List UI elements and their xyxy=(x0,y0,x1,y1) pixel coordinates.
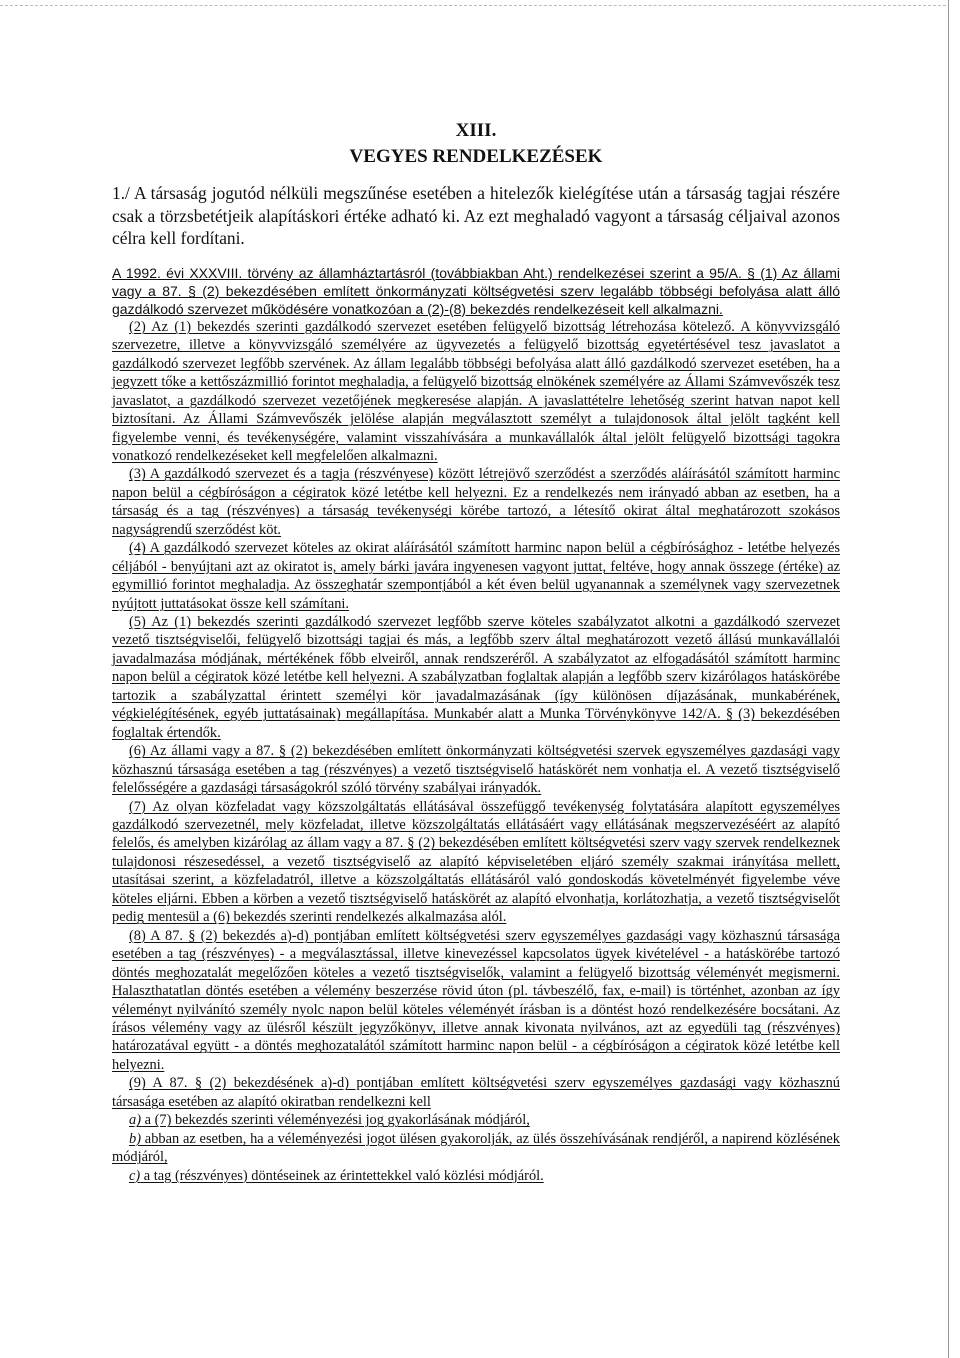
provision-paragraph: (2) Az (1) bekezdés szerinti gazdálkodó szervezet esetében felügyelő bizottság létrehozása kötelező. A könyvvizsgáló szervezetre, illetve a könyvvizsgáló személyére az ügyvezetés a felügyelő bizottság egyetértésével tesz javaslatot a gazdálkodó szervezet legfőbb szervének. Az állam legalább többségi befolyása alatt álló gazdálkodó szervezet esetében, ha a jegyzett tőke a kettőszázmillió forintot meghaladja, a felügyelő bizottság elnökének személyére az Állami Számvevőszék tesz javaslatot, a gazdálkodó szervezet vezetőjének megkeresése alapján. A javaslattételre lehetőség szerint hatvan napot kell biztosítani. Az Állami Számvevőszék jelölése alapján megválasztott személyt a tulajdonosok által jelölt tagként kell figyelembe venni, és tevékenységére, valamint visszahívására a munkavállalók által jelölt felügyelő bizottsági tagokra vonatkozó rendelkezéseket kell megfelelően alkalmazni. xyxy=(112,318,840,464)
provision-paragraph: (8) A 87. § (2) bekezdés a)-d) pontjában említett költségvetési szerv egyszemélyes gazdasági vagy közhasznú társasága esetében a tag (részvényes) - a megválasztással, illetve kinevezéssel kapcsolatos ügyek kivételével - a hatáskörébe tartozó döntés meghozatalát megelőzően köteles a vezető tisztségviselők, valamint a felügyelő bizottság véleményét megismerni. Halaszthatatlan döntés esetében a vélemény beszerzése rövid úton (pl. távbeszélő, fax, e-mail) is történhet, azonban az így véleményt nyilvánító személy nyolc napon belül köteles véleményét írásban is a döntést hozó rendelkezésére bocsátani. Az írásos vélemény vagy az ülésről készült jegyzőkönyv, illetve annak kivonata nyilvános, azt az egyedüli tag (részvényes) határozatával együtt - a döntés meghozatalától számított harminc napon belül - a cégbíróságon a cégiratok közé letétbe kell helyezni. xyxy=(112,927,840,1073)
list-item-text: abban az esetben, ha a véleményezési jogot ülésen gyakorolják, az ülés összehívásának rendjéről, a napirend közlésének módjáról, xyxy=(112,1130,840,1166)
provisions xyxy=(112,318,840,1185)
list-item-label: c) xyxy=(129,1167,141,1184)
chapter-number: XIII. xyxy=(455,120,497,141)
provision-paragraph: (9) A 87. § (2) bekezdésének a)-d) pontjában említett költségvetési szerv egyszemélyes gazdasági vagy közhasznú társasága esetében az alapító okiratban rendelkezni kell xyxy=(112,1075,840,1110)
list-item-text: a tag (részvényes) döntéseinek az érintettekkel való közlési módjáról. xyxy=(140,1167,544,1184)
chapter-title: VEGYES RENDELKEZÉSEK xyxy=(349,146,603,167)
provision-paragraph: (3) A gazdálkodó szervezet és a tagja (részvényese) között létrejövő szerződést a szerződés aláírásától számított harminc napon belül a cégbíróságon a cégiratok közé letétbe kell helyezni. Ez a rendelkezés nem irányadó abban az esetben, ha a társaság és a tag (részvényes) a társaság tevékenységi körébe tartozó, a létesítő okirat által meghatározott szokásos nagyságrendű szerződést köt. xyxy=(112,466,840,538)
list-item xyxy=(112,1167,840,1185)
provision-paragraph: (4) A gazdálkodó szervezet köteles az okirat aláírásától számított harminc napon belül a cégbírósághoz - letétbe helyezés céljából - benyújtani azt az okiratot is, amely bárki javára ingyenesen vagyont juttat, feltéve, hogy annak összege (értéke) az egymillió forintot meghaladja. Az összeghatár szempontjából a két éven belül ugyanannak a személynek vagy szervezetnek nyújtott juttatásokat össze kell számítani. xyxy=(112,540,840,612)
intro-paragraph: 1./ A társaság jogutód nélküli megszűnése esetében a hitelezők kielégítése után a társaság tagjai részére csak a törzsbetétjeik alapításkori értéke adható ki. Az ezt meghaladó vagyont a társaság céljaival azonos célra kell fordítani. xyxy=(112,183,840,249)
list-item-text: a (7) bekezdés szerinti véleményezési jog gyakorlásának módjáról, xyxy=(141,1112,530,1129)
list-item xyxy=(112,1111,840,1129)
provision-paragraph: (7) Az olyan közfeladat vagy közszolgáltatás ellátásával összefüggő tevékenység folytatására alapított egyszemélyes gazdálkodó szervezetnél, mely közfeladat, illetve közszolgáltatás ellátásáért vagy ellátásának megszervezéséért az alapító felelős, és amelyben kizárólag az állam vagy a 87. § (2) bekezdésében említett költségvetési szerv vagy szervek rendelkeznek tulajdonosi részesedéssel, a vezető tisztségviselő az alapító képviseletében eljáró személy szakmai irányítása mellett, utasításai szerint, a közfeladatról, illetve a közszolgáltatás ellátásáról való gondoskodás követelményét figyelembe véve köteles eljárni. Ebben a körben a vezető tisztségviselő hatáskörét az alapító elvonhatja, korlátozhatja, a vezető tisztségviselőt pedig mentesül a (6) bekezdés szerinti rendelkezés alkalmazása alól. xyxy=(112,798,840,926)
list-item-label: a) xyxy=(129,1112,141,1129)
document-page xyxy=(112,118,840,1185)
provision-paragraph: (6) Az állami vagy a 87. § (2) bekezdésében említett önkormányzati költségvetési szervek egyszemélyes gazdasági vagy közhasznú társasága esetében a tag (részvényes) a vezető tisztségviselő hatáskörét nem vonhatja el. A vezető tisztségviselő felelősségére a gazdasági társaságokról szóló törvény szabályai irányadók. xyxy=(112,743,840,797)
list-item xyxy=(112,1130,840,1167)
list-item-label: b) xyxy=(129,1130,141,1147)
provision-paragraph: (5) Az (1) bekezdés szerinti gazdálkodó szervezet legfőbb szerve köteles szabályzatot alkotni a gazdálkodó szervezet vezető tisztségviselői, felügyelő bizottsági tagjai és más, a legfőbb szerv által meghatározott vezető állású munkavállalói javadalmazása módjának, mértékének főbb elveiről, annak rendszeréről. A szabályzatot az elfogadásától számított harminc napon belül a cégiratok közé letétbe kell helyezni. A szabályzatban foglaltak alapján a legfőbb szerv kizárólagos hatáskörébe tartozik a szabályzattal érintett személyi kör javadalmazásának (így különösen díjazásának, munkabérének, végkielégítésének, egyéb juttatásainak) megállapítása. Munkabér alatt a Munka Törvénykönyve 142/A. § (3) bekezdésében foglaltak értendők. xyxy=(112,614,840,741)
law-reference xyxy=(112,264,840,318)
scan-edge-right xyxy=(948,0,949,1358)
law-reference-prefix: A 1992. évi XXXVIII. törvény az államháztartásról (továbbiakban Aht.) rendelkezései szerint a 95/A. § (1) Az állami vagy a 87. xyxy=(112,264,840,299)
scan-edge-top xyxy=(0,5,946,6)
law-reference-rest: § (2) bekezdésében említett önkormányzati költségvetési szerv legalább többségi befolyása alatt álló gazdálkodó szervezet működésére vonatkozóan a (2)-(8) bekezdés rendelkezéseit kell alkalmazni. xyxy=(112,282,840,317)
